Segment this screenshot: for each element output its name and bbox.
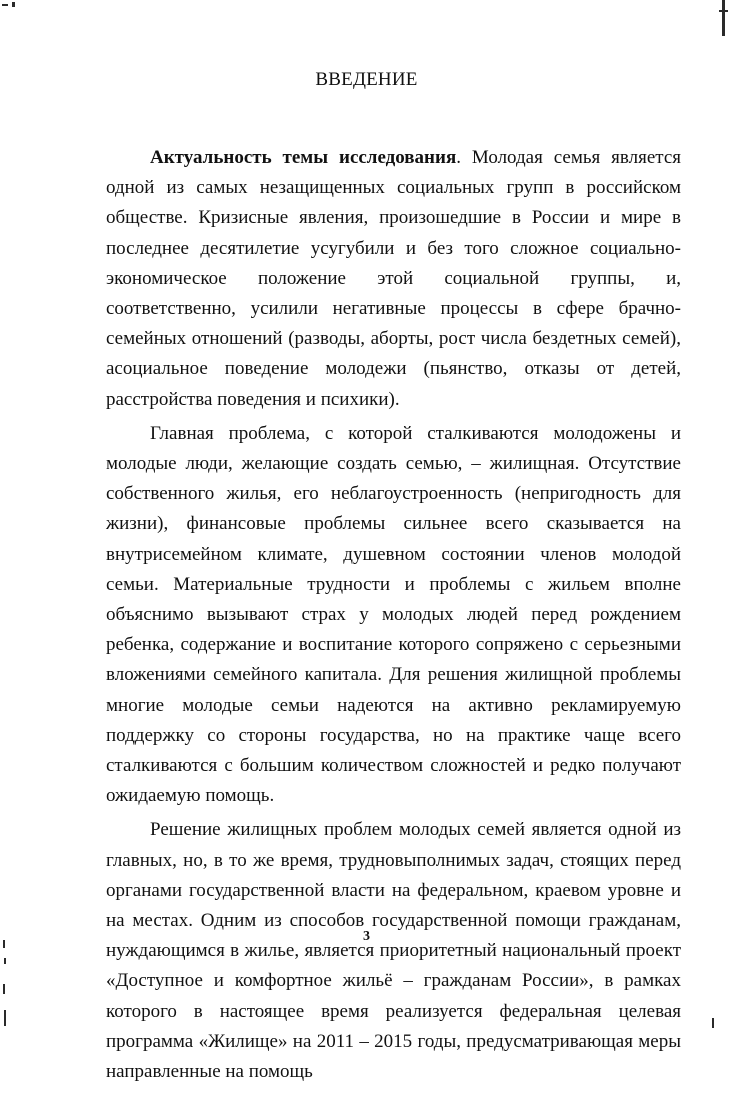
page-title: ВВЕДЕНИЕ	[315, 69, 418, 90]
paragraph-3	[106, 815, 681, 1087]
paragraph-text: . Молодая семья является одной из самых незащищенных социальных групп в российском обществе. Кризисные явления, произошедшие в России и мире в последнее десятилетие усугубили и без того сложное социально-экономическое положение этой социальной группы, и, соответственно, усилили негативные процессы в сфере брачно-семейных отношений (разводы, аборты, рост числа бездетных семей), асоциальное поведение молодежи (пьянство, отказы от детей, расстройства поведения и психики).	[106, 147, 682, 410]
paragraph-text: Решение жилищных проблем молодых семей является одной из главных, но, в то же время, трудновыполнимых задач, стоящих перед органами государственной власти на федеральном, краевом уровне и на местах. Одним из способов государственной помощи гражданам, нуждающимся в жилье, является приоритетный национальный проект «Доступное и комфортное жильё – гражданам России», в рамках которого в настоящее время реализуется федеральная целевая программа «Жилище» на 2011 – 2015 годы, предусматривающая меры направленные на помощь	[106, 819, 681, 1083]
paragraph-2	[106, 419, 681, 812]
scan-artifact	[719, 10, 728, 12]
body-text	[106, 143, 681, 1091]
scan-artifact	[3, 940, 5, 948]
scan-artifact	[4, 1010, 6, 1026]
scan-artifact	[722, 0, 725, 36]
paragraph-1	[106, 143, 681, 415]
page-number: 3	[363, 929, 370, 944]
paragraph-text: Главная проблема, с которой сталкиваются молодожены и молодые люди, желающие создать семью, – жилищная. Отсутствие собственного жилья, его неблагоустроенность (непригодность для жизни), финансовые проблемы сильнее всего сказывается на внутрисемейном климате, душевном состоянии членов молодой семьи. Материальные трудности и проблемы с жильем вполне объяснимо вызывают страх у молодых людей перед рождением ребенка, содержание и воспитание которого сопряжено с серьезными вложениями семейного капитала. Для решения жилищной проблемы многие молодые семьи надеются на активно рекламируемую поддержку со стороны государства, но на практике чаще всего сталкиваются с большим количеством сложностей и редко получают ожидаемую помощь.	[106, 422, 681, 807]
paragraph-lead: Актуальность темы исследования	[150, 147, 457, 168]
scan-artifact	[712, 1018, 714, 1028]
scan-artifact	[3, 984, 5, 994]
scan-artifact	[12, 2, 15, 7]
scan-artifact	[2, 4, 8, 6]
scan-artifact	[4, 958, 6, 964]
